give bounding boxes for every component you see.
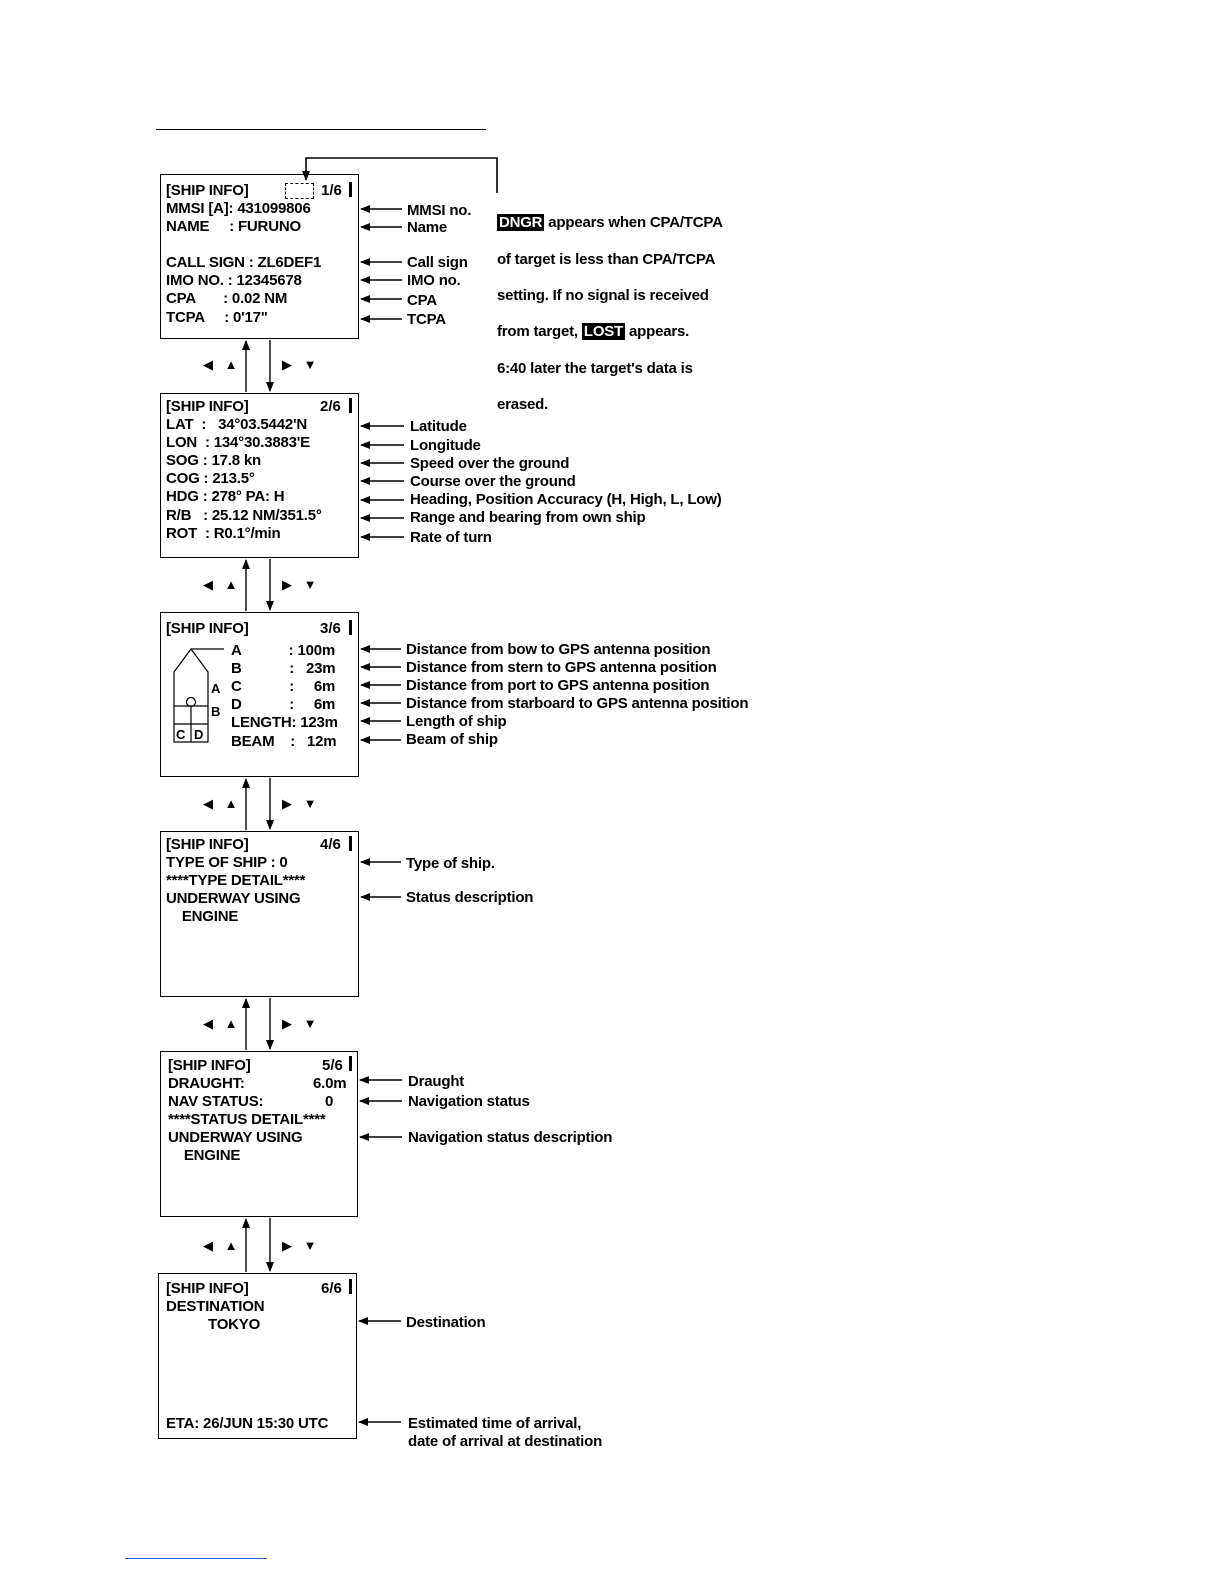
nav-back-keys-3: ◀ ▲ [203, 796, 242, 811]
label-eta-line1: Estimated time of arrival, [408, 1415, 582, 1432]
label-cog: Course over the ground [410, 473, 576, 490]
screen2-page: 2/6 [320, 398, 341, 415]
label-imo: IMO no. [407, 272, 461, 289]
screen1-cpa: CPA : 0.02 NM [166, 290, 288, 307]
screen2-lon: LON : 134°30.3883'E [166, 434, 310, 451]
screen3-length: LENGTH: 123m [231, 714, 338, 731]
label-sog: Speed over the ground [410, 455, 570, 472]
screen3-d: D : 6m [231, 696, 336, 713]
screen2-sog: SOG : 17.8 kn [166, 452, 261, 469]
screen6-page: 6/6 [321, 1280, 342, 1297]
nav-back-keys-1: ◀ ▲ [203, 357, 242, 372]
nav-forward-keys-5: ▶ ▼ [282, 1238, 321, 1253]
screen1-tcpa: TCPA : 0'17" [166, 309, 268, 326]
dngr-note: DNGR appears when CPA/TCPA of target is less than CPA/TCPA setting. If no signal is received from target, LOST appears. 6:40 later the target's data is erased. [496, 214, 723, 414]
screen4-title: [SHIP INFO] [166, 836, 249, 853]
label-status-description: Status description [406, 889, 534, 906]
label-nav-status: Navigation status [408, 1093, 530, 1110]
nav-forward-keys-4: ▶ ▼ [282, 1016, 321, 1031]
dngr-badge: DNGR [498, 214, 543, 232]
screen4-detail: ****TYPE DETAIL**** [166, 872, 306, 889]
nav-back-keys-4: ◀ ▲ [203, 1016, 242, 1031]
screen5-draught-label: DRAUGHT: [168, 1075, 245, 1092]
label-length: Length of ship [406, 713, 507, 730]
gps-antenna-icon [187, 698, 196, 707]
label-dist-starboard: Distance from starboard to GPS antenna position [406, 695, 749, 712]
screen4-type: TYPE OF SHIP : 0 [166, 854, 288, 871]
screen5-desc2: ENGINE [168, 1147, 241, 1164]
label-name: Name [407, 219, 448, 236]
label-beam: Beam of ship [406, 731, 498, 748]
screen5-nav-label: NAV STATUS: [168, 1093, 264, 1110]
nav-forward-keys-2: ▶ ▼ [282, 577, 321, 592]
ship-diagram-label-d: D [194, 727, 204, 742]
screen2-lat: LAT : 34°03.5442'N [166, 416, 307, 433]
screen2-cog: COG : 213.5° [166, 470, 255, 487]
screen6-title: [SHIP INFO] [166, 1280, 249, 1297]
screen4-desc1: UNDERWAY USING [166, 890, 301, 907]
screen3-a: A : 100m [231, 642, 336, 659]
screen5-nav-value: 0 [325, 1093, 334, 1110]
label-destination: Destination [406, 1314, 486, 1331]
screen1-title: [SHIP INFO] [166, 182, 249, 199]
label-callsign: Call sign [407, 254, 468, 271]
label-cpa: CPA [407, 292, 437, 309]
screen6-dest-value: TOKYO [208, 1316, 261, 1333]
screen5-page: 5/6 [322, 1057, 343, 1074]
label-hdg: Heading, Position Accuracy (H, High, L, Low) [410, 491, 722, 508]
screen2-rb: R/B : 25.12 NM/351.5° [166, 507, 322, 524]
screen5-title: [SHIP INFO] [168, 1057, 251, 1074]
lost-badge: LOST [583, 323, 624, 341]
screen1-name: NAME : FURUNO [166, 218, 301, 235]
screen6-dest-label: DESTINATION [166, 1298, 265, 1315]
screen4-page: 4/6 [320, 836, 341, 853]
ship-diagram-label-a: A [211, 681, 221, 696]
label-rot: Rate of turn [410, 529, 492, 546]
ship-outline-diagram [174, 649, 224, 742]
screen3-beam: BEAM : 12m [231, 733, 337, 750]
label-mmsi: MMSI no. [407, 202, 472, 219]
screen1-page: 1/6 [321, 182, 342, 199]
screen3-c: C : 6m [231, 678, 336, 695]
screen4-desc2: ENGINE [166, 908, 239, 925]
screen5-detail: ****STATUS DETAIL**** [168, 1111, 326, 1128]
screen1-mmsi: MMSI [A]: 431099806 [166, 200, 311, 217]
screen3-page: 3/6 [320, 620, 341, 637]
ship-diagram-label-c: C [176, 727, 186, 742]
ship-diagram-label-b: B [211, 704, 221, 719]
screen5-draught-value: 6.0m [313, 1075, 347, 1092]
screen1-imo: IMO NO. : 12345678 [166, 272, 302, 289]
nav-back-keys-2: ◀ ▲ [203, 577, 242, 592]
label-lon: Longitude [410, 437, 481, 454]
label-dist-stern: Distance from stern to GPS antenna position [406, 659, 717, 676]
screen3-title: [SHIP INFO] [166, 620, 249, 637]
screen2-hdg: HDG : 278° PA: H [166, 488, 285, 505]
label-dist-bow: Distance from bow to GPS antenna position [406, 641, 711, 658]
screen6-eta: ETA: 26/JUN 15:30 UTC [166, 1415, 329, 1432]
label-tcpa: TCPA [407, 311, 446, 328]
label-lat: Latitude [410, 418, 467, 435]
nav-forward-keys-3: ▶ ▼ [282, 796, 321, 811]
screen1-callsign: CALL SIGN : ZL6DEF1 [166, 254, 322, 271]
screen2-title: [SHIP INFO] [166, 398, 249, 415]
label-rb: Range and bearing from own ship [410, 509, 646, 526]
label-nav-status-description: Navigation status description [408, 1129, 613, 1146]
dngr-connector-arrow [306, 158, 497, 193]
nav-back-keys-5: ◀ ▲ [203, 1238, 242, 1253]
screen5-desc1: UNDERWAY USING [168, 1129, 303, 1146]
label-draught: Draught [408, 1073, 465, 1090]
label-dist-port: Distance from port to GPS antenna position [406, 677, 710, 694]
label-eta-line2: date of arrival at destination [408, 1433, 603, 1450]
screen2-rot: ROT : R0.1°/min [166, 525, 281, 542]
label-type-of-ship: Type of ship. [406, 855, 495, 872]
nav-forward-keys-1: ▶ ▼ [282, 357, 321, 372]
screen3-b: B : 23m [231, 660, 336, 677]
